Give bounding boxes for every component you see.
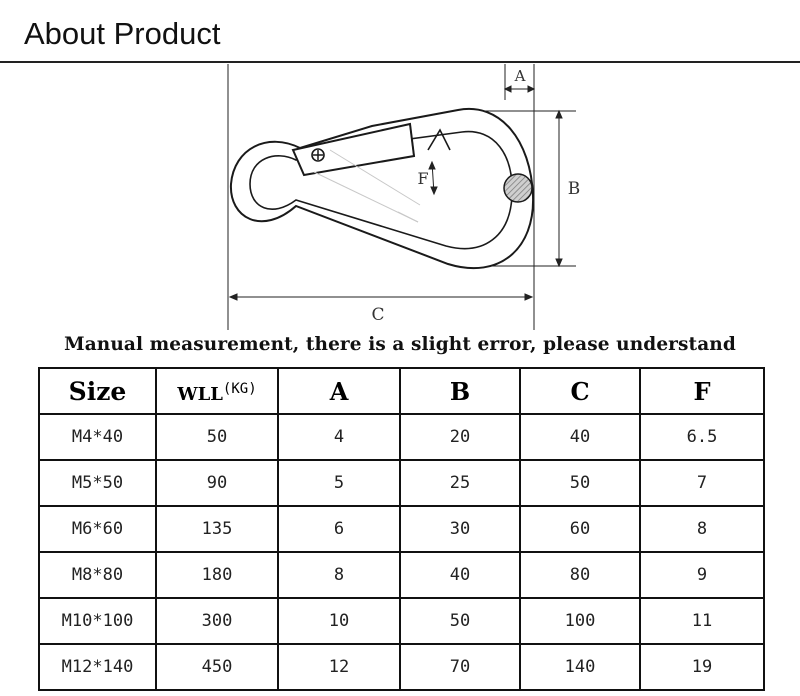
- cell-f: 11: [640, 598, 764, 644]
- dimension-label-a: A: [514, 67, 526, 85]
- cell-size: M6*60: [39, 506, 156, 552]
- cell-size: M8*80: [39, 552, 156, 598]
- cell-size: M5*50: [39, 460, 156, 506]
- cell-a: 10: [278, 598, 400, 644]
- header-wll-label: WLL: [177, 383, 223, 405]
- dimension-label-c: C: [371, 305, 385, 325]
- header-wll-unit: (KG): [222, 380, 257, 397]
- dimension-c: [230, 294, 532, 300]
- dimension-b: [556, 111, 562, 266]
- cell-size: M4*40: [39, 414, 156, 460]
- cell-c: 40: [520, 414, 640, 460]
- header-c: C: [520, 368, 640, 414]
- cell-c: 50: [520, 460, 640, 506]
- cell-c: 140: [520, 644, 640, 690]
- cell-f: 7: [640, 460, 764, 506]
- carabiner-body: [231, 109, 533, 268]
- cell-c: 100: [520, 598, 640, 644]
- cell-a: 5: [278, 460, 400, 506]
- header-b: B: [400, 368, 520, 414]
- table-row: [39, 460, 764, 506]
- cell-wll: 300: [156, 598, 278, 644]
- cell-wll: 50: [156, 414, 278, 460]
- cell-b: 25: [400, 460, 520, 506]
- size-table: [38, 367, 765, 691]
- table-row: [39, 506, 764, 552]
- header-f: F: [640, 368, 764, 414]
- dimension-label-b: B: [567, 179, 581, 199]
- header-wll: [156, 368, 278, 414]
- table-row: [39, 552, 764, 598]
- cell-a: 8: [278, 552, 400, 598]
- cell-f: 6.5: [640, 414, 764, 460]
- cell-wll: 450: [156, 644, 278, 690]
- cell-f: 8: [640, 506, 764, 552]
- header-a: A: [278, 368, 400, 414]
- cell-a: 12: [278, 644, 400, 690]
- cell-size: M10*100: [39, 598, 156, 644]
- cell-f: 9: [640, 552, 764, 598]
- page-title: About Product: [24, 16, 221, 51]
- table-row: [39, 598, 764, 644]
- cell-b: 40: [400, 552, 520, 598]
- dimension-label-f: F: [417, 169, 429, 188]
- carabiner-diagram: [0, 62, 800, 334]
- cell-c: 80: [520, 552, 640, 598]
- cell-c: 60: [520, 506, 640, 552]
- measurement-note: Manual measurement, there is a slight error, please understand: [64, 334, 736, 355]
- cell-a: 6: [278, 506, 400, 552]
- cell-b: 30: [400, 506, 520, 552]
- cell-size: M12*140: [39, 644, 156, 690]
- cell-b: 50: [400, 598, 520, 644]
- cell-b: 70: [400, 644, 520, 690]
- page-header: [0, 0, 800, 66]
- cell-wll: 90: [156, 460, 278, 506]
- cell-a: 4: [278, 414, 400, 460]
- table-row: [39, 414, 764, 460]
- cross-section-icon: [504, 174, 532, 202]
- header-size: Size: [39, 368, 156, 414]
- cell-wll: 135: [156, 506, 278, 552]
- cell-f: 19: [640, 644, 764, 690]
- cell-b: 20: [400, 414, 520, 460]
- table-row: [39, 644, 764, 690]
- dimension-a: [505, 86, 534, 92]
- table-header-row: [39, 368, 764, 414]
- cell-wll: 180: [156, 552, 278, 598]
